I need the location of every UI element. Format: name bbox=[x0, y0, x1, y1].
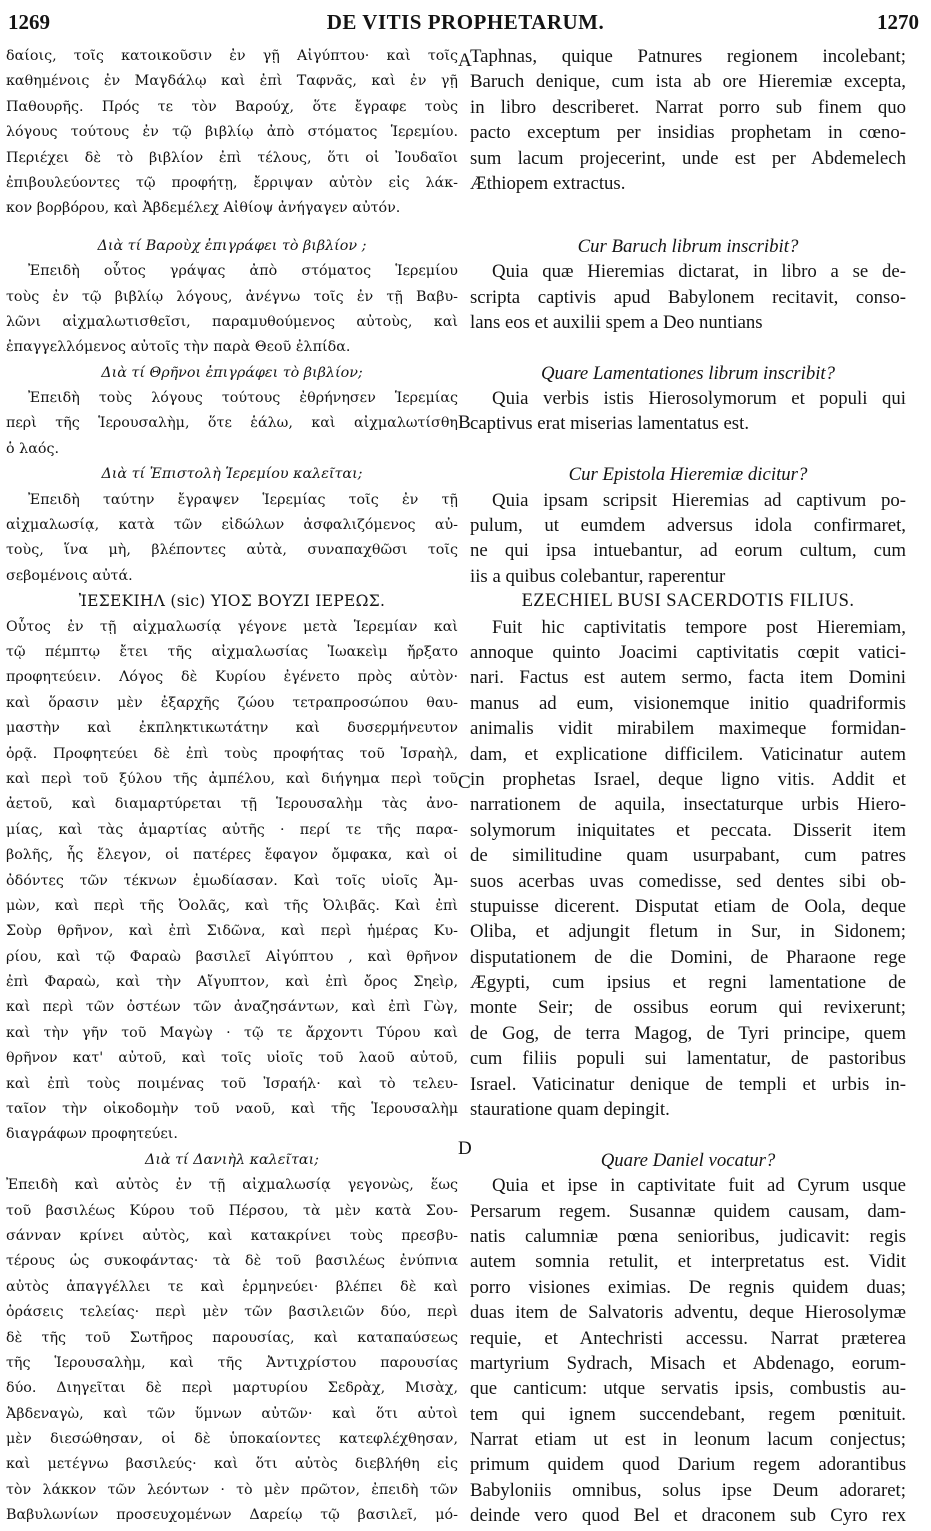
latin-line: nari. Factus est autem sermo, facta item Domini bbox=[470, 667, 906, 689]
latin-line: manus ad eum, visionemque initio quadriformis bbox=[470, 692, 906, 714]
greek-line: λῶνι αἰχμαλωτισθεῖσι, παραμυθούμενος αὐτοὺς, καὶ bbox=[6, 313, 458, 330]
latin-line: cum filiis populi sui lamentatur, de pastoribus bbox=[470, 1048, 906, 1070]
greek-line: τῆς Ἱερουσαλὴμ, καὶ τῆς Ἀντιχρίστου παρουσίας bbox=[6, 1354, 458, 1371]
greek-line: ἀετοῦ, καὶ διαμαρτύρεται τῇ Ἱερουσαλὴμ τὰς ἀνο- bbox=[6, 796, 458, 813]
latin-line: Narrat etiam ut est in leonum lacum conjectus; bbox=[470, 1429, 906, 1451]
latin-line: tem qui ignem succendebant, regem pœnituit. bbox=[470, 1403, 906, 1425]
margin-marker-a: A bbox=[458, 50, 472, 71]
greek-line: θρῆνον κατ' αὐτοῦ, καὶ τοῖς υἱοῖς τοῦ λαοῦ αὐτοῦ, bbox=[6, 1050, 458, 1067]
latin-line: Quia et ipse in captivitate fuit ad Cyrum usque bbox=[492, 1175, 906, 1197]
latin-line: pulum, ut eumdem adversus idola confirmaret, bbox=[470, 515, 906, 537]
latin-line: requie, et Antechristi accessu. Narrat præterea bbox=[470, 1327, 906, 1349]
greek-line: ὁράσεις τελείας· περὶ μὲν τῶν βασιλειῶν δύο, περὶ bbox=[6, 1304, 458, 1321]
latin-line: Baruch denique, cum ista ab ore Hieremiæ excepta, bbox=[470, 71, 906, 93]
greek-line: βολῆς, ἧς ἔλεγον, οἱ πατέρες ἔφαγον ὄμφακα, καὶ οἱ bbox=[6, 847, 458, 864]
latin-line: captivus erat miserias lamentatus est. bbox=[470, 413, 750, 435]
latin-line: stupuisse dicerent. Disputat etiam de Oola, deque bbox=[470, 895, 906, 917]
greek-line: λόγους τούτους ἐν τῷ βιβλίῳ ἀπὸ στόματος Ἱερεμίου. bbox=[6, 124, 458, 141]
latin-line: sum lacum projecerint, unde est per Abdemelech bbox=[470, 147, 906, 169]
greek-line: Ἐπειδὴ οὗτος γράψας ἀπὸ στόματος Ἱερεμίου bbox=[28, 263, 458, 280]
greek-line: μὲν διεσώθησαν, οἱ δὲ ὑποκαίοντες κατεφλέχθησαν, bbox=[6, 1431, 458, 1448]
latin-line: de similitudine quam usurpabant, cum patres bbox=[470, 845, 906, 867]
latin-line: Persarum regem. Susannæ quidem causam, dam- bbox=[470, 1200, 906, 1222]
latin-line: solymorum iniquitates et peccata. Disserit item bbox=[470, 819, 906, 841]
latin-line: stauratione quam depingit. bbox=[470, 1099, 670, 1121]
greek-line: Ἀβδεναγὼ, καὶ τῶν ὕμνων αὐτῶν· καὶ ὅτι αὐτοὶ bbox=[6, 1405, 458, 1422]
latin-line: Babyloniis omnibus, solus ipse Deum adoraret; bbox=[470, 1479, 906, 1501]
latin-line bbox=[470, 335, 906, 360]
latin-question-heading: Quare Lamentationes librum inscribit? bbox=[540, 362, 836, 384]
greek-question-heading: Διὰ τί Θρῆνοι ἐπιγράφει τὸ βιβλίον; bbox=[101, 364, 363, 381]
latin-line: iis a quibus colebantur, raperentur bbox=[470, 565, 726, 587]
greek-line: καὶ μετέγνω βασιλεύς· καὶ ὅτι αὐτὸς διεβλήθη εἰς bbox=[6, 1456, 458, 1473]
latin-line: in libro describeret. Narrat porro sub finem quo bbox=[470, 96, 906, 118]
greek-line: Βαβυλωνίων προσευχομένων Δαρείῳ τῷ βασιλεῖ, μό- bbox=[6, 1507, 458, 1524]
latin-line: annoque quinto Joacimi captivitatis cœpit vatici- bbox=[470, 641, 906, 663]
greek-line: ἐπὶ Φαραὼ, καὶ τὴν Αἴγυπτον, καὶ ἐπὶ ὄρος Σηεὶρ, bbox=[6, 974, 458, 991]
greek-line: προφητεύειν. Λόγος δὲ Κυρίου ἐγένετο πρὸς αὐτὸν· bbox=[6, 669, 458, 686]
greek-line: τῷ πέμπτῳ ἔτει τῆς αἰχμαλωσίας Ἰωακεὶμ ἤρξατο bbox=[6, 643, 458, 660]
greek-line: καθημένοις ἐν Μαγδάλῳ καὶ ἐπὶ Ταφνᾶς, καὶ ἐν γῇ bbox=[6, 73, 458, 90]
greek-line: αὐτὸς ἀπαγγέλλει τε καὶ ἑρμηνεύει· βλέπει δὲ καὶ bbox=[6, 1278, 458, 1295]
greek-line: ἐπιβουλεύοντες τῷ προφήτῃ, ἔρριψαν αὐτὸν εἰς λάκ- bbox=[6, 174, 458, 191]
greek-line: ὁ λαός. bbox=[6, 440, 60, 457]
margin-marker-b: B bbox=[458, 412, 471, 433]
greek-line: ρίου, καὶ τῷ Φαραὼ βασιλεῖ Αἰγύπτου , καὶ θρῆνον bbox=[6, 948, 458, 965]
greek-column bbox=[6, 44, 458, 1529]
latin-line: disputationem de die Domini, de Pharaone rege bbox=[470, 946, 906, 968]
latin-line: suos acerbas uvas comedisse, sed dentes sibi ob- bbox=[470, 870, 906, 892]
greek-line: μίας, καὶ τὰς ἁμαρτίας αὐτῆς · περί τε τῆς παρα- bbox=[6, 821, 458, 838]
greek-line: μαστὴν καὶ ἐκπληκτικωτάτην καὶ δυσερμήνευτον bbox=[6, 720, 458, 737]
latin-line: Quia ipsam scripsit Hieremias ad captivum po- bbox=[492, 489, 906, 511]
greek-line: σεβομένοις αὐτά. bbox=[6, 567, 133, 584]
latin-question-heading: Quare Daniel vocatur? bbox=[600, 1149, 776, 1171]
latin-line: ne qui ipsa intuebantur, ad eorum cultum, cum bbox=[470, 540, 906, 562]
greek-question-heading: Διὰ τί Ἐπιστολὴ Ἱερεμίου καλεῖται; bbox=[101, 466, 363, 483]
greek-line: ἐπαγγελλόμενος αὐτοῖς τὴν παρὰ Θεοῦ ἐλπίδα. bbox=[6, 339, 351, 356]
greek-line: καὶ περὶ τῶν ὀστέων τῶν ἀναζησάντων, καὶ ἐπὶ Γὼγ, bbox=[6, 999, 458, 1016]
greek-line: ταῖον τὴν οἰκοδομὴν τοῦ ναοῦ, καὶ τῆς Ἱερουσαλὴμ bbox=[6, 1101, 458, 1118]
latin-question-heading: Cur Epistola Hieremiæ dicitur? bbox=[568, 464, 808, 486]
greek-line: Σοὺρ θρῆνον, καὶ ἐπὶ Σιδῶνα, καὶ περὶ ἡμέρας Κυ- bbox=[6, 923, 458, 940]
greek-line: τοῦ βασιλέως Κύρου τοῦ Πέρσου, τὰ μὲν κατὰ Σου- bbox=[6, 1202, 458, 1219]
latin-line: pacto exceptum per insidias prophetam in cœno- bbox=[470, 122, 906, 144]
latin-line: Æthiopem extractus. bbox=[470, 172, 626, 194]
margin-marker-c: C bbox=[458, 772, 471, 793]
greek-line: Ἐπειδὴ καὶ αὐτὸς ἐν τῇ αἰχμαλωσίᾳ γεγονὼς, ἕως bbox=[6, 1177, 458, 1194]
greek-line: καὶ περὶ τοῦ ξύλου τῆς ἀμπέλου, καὶ διήγημα περὶ τοῦ bbox=[6, 770, 458, 787]
greek-line: διαγράφων προφητεύει. bbox=[6, 1126, 178, 1143]
greek-line: καὶ τὴν γῆν τοῦ Μαγὼγ · τῷ τε ἄρχοντι Τύρου καὶ bbox=[6, 1024, 458, 1041]
latin-line: de Gog, de terra Magog, de Tyri principe, quem bbox=[470, 1022, 906, 1044]
page-number-left: 1269 bbox=[8, 10, 50, 34]
greek-line: αἰχμαλωσίᾳ, κατὰ τῶν εἰδώλων ἀσφαλιζόμενος αὐ- bbox=[6, 517, 458, 534]
greek-line: Παθουρῆς. Πρός τε τὸν Βαρούχ, ὅτε ἔγραφε τοὺς bbox=[6, 98, 458, 115]
greek-line: κον βορβόρου, καὶ Ἀβδεμέλεχ Αἰθίοψ ἀνήγαγεν αὐτόν. bbox=[6, 200, 401, 217]
latin-line: dam, et explicatione difficilem. Vaticinatur autem bbox=[470, 743, 906, 765]
latin-line: porro visiones eximias. De regnis quidem duas; bbox=[470, 1276, 906, 1298]
greek-line: περὶ τῆς Ἱερουσαλὴμ, ὅτε ἑάλω, καὶ αἰχμαλωτίσθη bbox=[6, 415, 458, 432]
greek-line: δύο. Διηγεῖται δὲ περὶ μαρτυρίου Σεδρὰχ, Μισὰχ, bbox=[6, 1380, 458, 1397]
latin-line: Quia quæ Hieremias dictarat, in libro a se de- bbox=[492, 261, 906, 283]
latin-line bbox=[470, 196, 906, 221]
greek-line: Ἐπειδὴ ταύτην ἔγραψεν Ἱερεμίας τοῖς ἐν τῇ bbox=[28, 491, 458, 508]
greek-line: τέρους ὡς συκοφάντας· τὰ δὲ τοῦ βασιλέως ἐνύπνια bbox=[6, 1253, 458, 1270]
latin-line: monte Seir; de ossibus eorum qui revixerunt; bbox=[470, 997, 906, 1019]
greek-line: καὶ ἐπὶ τοὺς ποιμένας τοῦ Ἰσραήλ· καὶ τὸ τελευ- bbox=[6, 1075, 458, 1092]
greek-line: Ἐπειδὴ τοὺς λόγους τούτους ἐθρήνησεν Ἱερεμίας bbox=[28, 390, 458, 407]
greek-line: σάνναν κρίνει αὐτὸς, καὶ κατακρίνει τοὺς πρεσβυ- bbox=[6, 1227, 458, 1244]
greek-line: ὁρᾷ. Προφητεύει δὲ ἐπὶ τοὺς προφήτας τοῦ Ἰσραὴλ, bbox=[6, 745, 458, 762]
latin-line: scripta captivis apud Babylonem recitavit, conso- bbox=[470, 286, 906, 308]
greek-line: Περιέχει δὲ τὸ βιβλίον ἐπὶ τέλους, ὅτι οἱ Ἰουδαῖοι bbox=[6, 149, 458, 166]
latin-line: lans eos et auxilii spem a Deo nuntians bbox=[470, 311, 763, 333]
latin-line: primum quidem quod Darium regem adorantibus bbox=[470, 1454, 906, 1476]
latin-line: autem somnia retulit, et interpretatus est. Vidit bbox=[470, 1251, 906, 1273]
greek-line: ὀδόντες τῶν τέκνων ἐμωδίασαν. Καὶ τοῖς υἱοῖς Ἀμ- bbox=[6, 872, 458, 889]
margin-marker-d: D bbox=[458, 1138, 472, 1159]
latin-line: Israel. Vaticinatur denique de templi et urbis in- bbox=[470, 1073, 906, 1095]
latin-line: Taphnas, quique Patnures regionem incolebant; bbox=[470, 46, 906, 67]
latin-line bbox=[470, 437, 906, 462]
greek-line: τοὺς ἐν τῷ βιβλίῳ λόγους, ἀνέγνω τοῖς ἐν τῇ Βαβυ- bbox=[6, 288, 458, 305]
greek-question-heading: Διὰ τί Δανιὴλ καλεῖται; bbox=[145, 1151, 319, 1168]
greek-line: δαίοις, τοῖς κατοικοῦσιν ἐν γῇ Αἰγύπτου· καὶ τοῖς bbox=[6, 48, 458, 64]
greek-line: μὼν, καὶ περὶ τῆς Ὀολᾶς, καὶ τῆς Ὀλιβᾶς. Καὶ ἐπὶ bbox=[6, 897, 458, 914]
latin-line: Oliba, et adjungit fletum in Sur, in Sidonem; bbox=[470, 921, 906, 943]
running-title: DE VITIS PROPHETARUM. bbox=[326, 10, 605, 34]
latin-line: Ægypti, cum ipsius et regni lamentatione de bbox=[470, 972, 906, 994]
latin-column bbox=[470, 44, 906, 1529]
greek-line: δὲ τῆς τοῦ Σωτῆρος παρουσίας, καὶ καταπαύσεως bbox=[6, 1329, 458, 1346]
page-number-right: 1270 bbox=[877, 10, 919, 34]
latin-line bbox=[470, 1122, 906, 1147]
greek-question-heading: Διὰ τί Βαροὺχ ἐπιγράφει τὸ βιβλίον ; bbox=[97, 237, 367, 254]
latin-line: Fuit hic captivitatis tempore post Hieremiam, bbox=[492, 616, 906, 638]
latin-line: duas item de Salvatoris adventu, deque Hierosolymæ bbox=[470, 1302, 906, 1324]
greek-section-title: ἸΕΣΕΚΙΗΛ (sic) ΥΙΟΣ ΒΟΥΖΙ ΙΕΡΕΩΣ. bbox=[78, 592, 386, 611]
latin-line: natis calumniæ pœna senioribus, judicavit: regis bbox=[470, 1225, 906, 1247]
latin-line: deinde vero quod Bel et draconem sub Cyro rex bbox=[470, 1505, 906, 1527]
greek-line: τοὺς, ἵνα μὴ, βλέποντες αὐτὰ, συναπαχθῶσι τοῖς bbox=[6, 542, 458, 559]
greek-line: τὸν λάκκον τῶν λεόντων · τὸ μὲν πρῶτον, ἐπειδὴ τῶν bbox=[6, 1481, 458, 1498]
latin-question-heading: Cur Baruch librum inscribit? bbox=[577, 235, 799, 257]
greek-line: καὶ ὅρασιν μὲν ἐξαρχῆς ζώου τετραπροσώπου θαυ- bbox=[6, 694, 458, 711]
latin-section-title: EZECHIEL BUSI SACERDOTIS FILIUS. bbox=[521, 591, 855, 612]
latin-line: Quia verbis istis Hierosolymorum et populi qui bbox=[492, 388, 906, 410]
latin-line: que canticum: utque servatis ipsis, combustis au- bbox=[470, 1378, 906, 1400]
running-header bbox=[0, 6, 931, 40]
latin-line: narrationem de aquila, insectaturque urbis Hiero- bbox=[470, 794, 906, 816]
latin-line: in prophetas Israel, deque ligno vitis. Addit et bbox=[470, 768, 906, 790]
latin-line: animalis vidit mirabilem maximeque formidan- bbox=[470, 718, 906, 740]
latin-line: martyrium Sydrach, Misach et Abdenago, eorum- bbox=[470, 1352, 906, 1374]
greek-line: Οὗτος ἐν τῇ αἰχμαλωσίᾳ γέγονε μετὰ Ἱερεμίαν καὶ bbox=[6, 618, 458, 635]
